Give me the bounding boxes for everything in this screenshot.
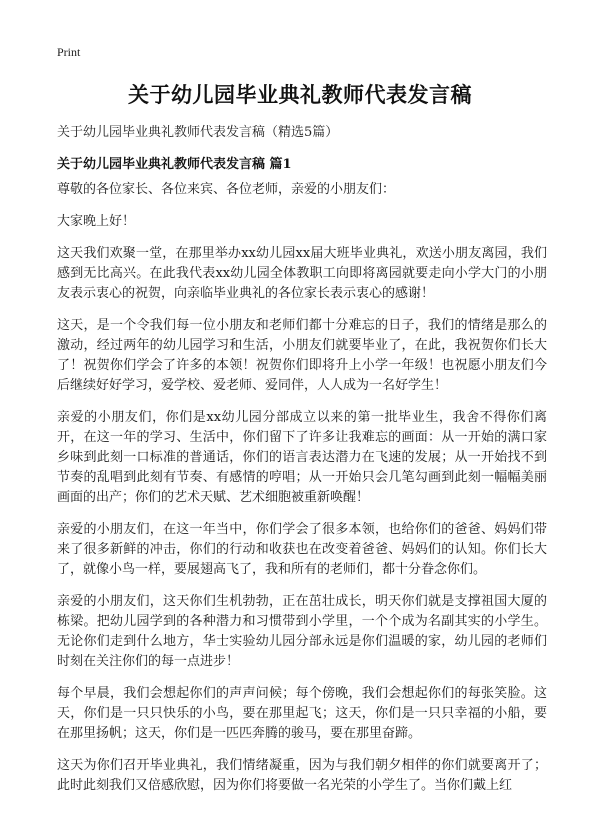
paragraph: 这天为你们召开毕业典礼，我们情绪凝重，因为与我们朝夕相伴的你们就要离开了；此时此刻我们又倍感欣慰，因为你们将要做一名光荣的小学生了。当你们戴上红 bbox=[57, 758, 547, 793]
section-heading: 关于幼儿园毕业典礼教师代表发言稿 篇1 bbox=[57, 157, 292, 172]
paragraph-greeting: 大家晚上好！ bbox=[57, 214, 136, 229]
document-subtitle: 关于幼儿园毕业典礼教师代表发言稿（精选5篇） bbox=[57, 125, 339, 140]
paragraph: 每个早晨，我们会想起你们的声声问候；每个傍晚，我们会想起你们的每张笑脸。这天，你们是一只只快乐的小鸟，要在那里起飞；这天，你们是一只只幸福的小船，要在那里扬帆；这天，你们是一匹匹奔腾的骏马，要在那里奋蹄。 bbox=[57, 686, 547, 741]
document-body bbox=[57, 180, 547, 808]
paragraph: 这天我们欢聚一堂，在那里举办xx幼儿园xx届大班毕业典礼，欢送小朋友离园，我们感到无比高兴。在此我代表xx幼儿园全体教职工向即将离园就要走向小学大门的小朋友表示衷心的祝贺，向亲临毕业典礼的各位家长表示衷心的感谢！ bbox=[57, 246, 547, 301]
paragraph-salutation: 尊敬的各位家长、各位来宾、各位老师，亲爱的小朋友们： bbox=[57, 182, 396, 197]
paragraph: 亲爱的小朋友们，这天你们生机勃勃，正在茁壮成长，明天你们就是支撑祖国大厦的栋梁。把幼儿园学到的各种潜力和习惯带到小学里，一个个成为名副其实的小学生。无论你们走到什么地方，华士实验幼儿园分部永远是你们温暖的家，幼儿园的老师们时刻在关注你们的每一点进步！ bbox=[57, 594, 547, 669]
paragraph: 亲爱的小朋友们，你们是xx幼儿园分部成立以来的第一批毕业生，我舍不得你们离开，在这一年的学习、生活中，你们留下了许多让我难忘的画面：从一开始的满口家乡味到此刻一口标准的普通话，你们的语言表达潜力在飞速的发展；从一开始找不到节奏的乱唱到此刻有节奏、有感情的哼唱；从一开始只会几笔勾画到此刻一幅幅美丽画面的出产；你们的艺术天赋、艺术细胞被重新唤醒！ bbox=[57, 410, 547, 505]
document-title: 关于幼儿园毕业典礼教师代表发言稿 bbox=[128, 82, 472, 107]
print-link[interactable]: Print bbox=[57, 45, 81, 59]
paragraph: 这天，是一个令我们每一位小朋友和老师们都十分难忘的日子，我们的情绪是那么的激动，经过两年的幼儿园学习和生活，小朋友们就要毕业了，在此，我祝贺你们长大了！祝贺你们学会了许多的本领！祝贺你们即将升上小学一年级！也祝愿小朋友们今后继续好好学习，爱学校、爱老师、爱同伴，人人成为一名好学生！ bbox=[57, 318, 547, 393]
paragraph: 亲爱的小朋友们，在这一年当中，你们学会了很多本领，也给你们的爸爸、妈妈们带来了很多新鲜的冲击，你们的行动和收获也在改变着爸爸、妈妈们的认知。你们长大了，就像小鸟一样，要展翅高飞了，我和所有的老师们，都十分眷念你们。 bbox=[57, 522, 547, 577]
